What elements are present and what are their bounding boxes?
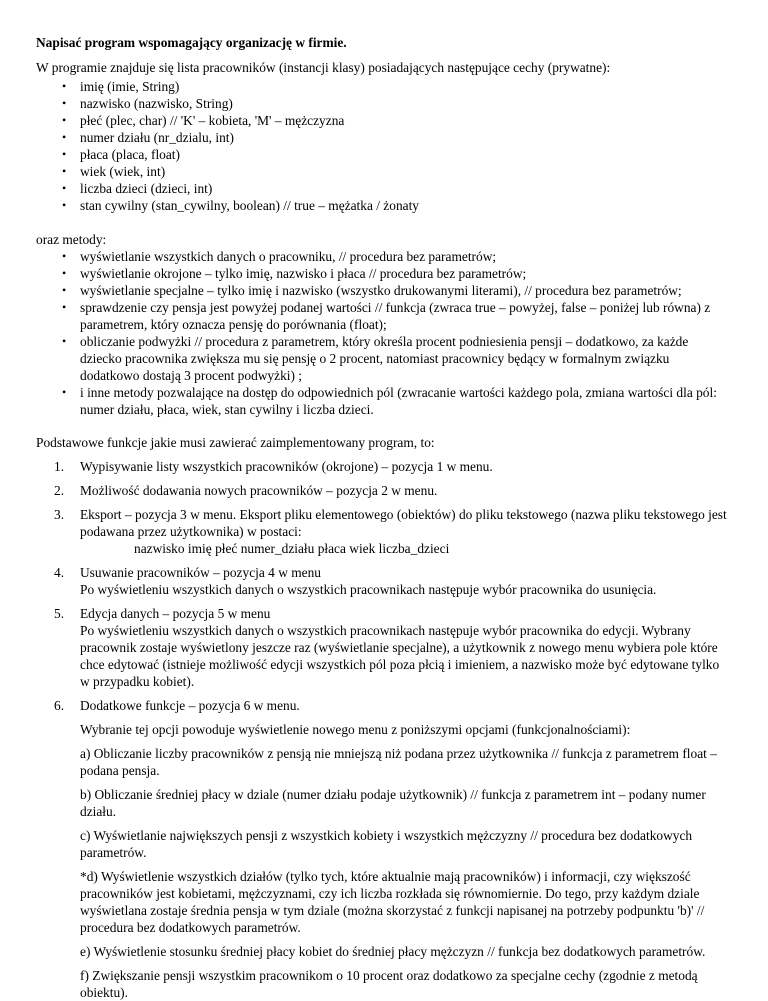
bullet-icon: • (62, 266, 67, 280)
list-item: • obliczanie podwyżki // procedura z parametrem, który określa procent podniesienia pensji – dodatkowo, za każde dziecko pracownika zwiększa mu się pensję o 2 procent, natomiast pracownicy będący w formalnym związku dodatkowo dostają 3 procent podwyżki) ; (62, 334, 689, 383)
export-format: nazwisko imię płeć numer_działu płaca wiek liczba_dzieci (134, 541, 450, 556)
bullet-icon: • (62, 96, 67, 110)
option-d: *d) Wyświetlenie wszystkich działów (tylko tych, które aktualnie mają pracowników) i informacji, czy większość pracowników jest kobietami, mężczyznami, czy ich liczba rozkłada się równomiernie. Do tego, przy każdym dziale wyświetlana zostaje średnia pensja w tym dziale (można skorzystać z funkcji napisanej na potrzeby podpunktu 'b)' // procedura bez dodatkowych parametrów. (80, 869, 705, 935)
list-item: • nazwisko (nazwisko, String) (62, 96, 233, 111)
list-item: • wyświetlanie wszystkich danych o pracowniku, // procedura bez parametrów; (62, 249, 497, 264)
list-item: • numer działu (nr_dzialu, int) (62, 130, 234, 145)
option-e: e) Wyświetlenie stosunku średniej płacy kobiet do średniej płacy mężczyzn // funkcja bez dodatkowych parametrów. (80, 944, 706, 959)
bullet-icon: • (62, 79, 67, 93)
list-item: • stan cywilny (stan_cywilny, boolean) // true – mężatka / żonaty (62, 198, 420, 213)
bullet-icon: • (62, 385, 67, 399)
list-item: • liczba dzieci (dzieci, int) (62, 181, 213, 196)
option-a: a) Obliczanie liczby pracowników z pensją nie mniejszą niż podana przez użytkownika // funkcja z parametrem float – podana pensja. (80, 746, 717, 778)
list-item: • i inne metody pozwalające na dostęp do odpowiednich pól (zwracanie wartości każdego pola, zmiana wartości dla pól: numer działu, płaca, wiek, stan cywilny i liczba dzieci. (62, 385, 717, 417)
methods-intro: oraz metody: (36, 232, 107, 247)
bullet-icon: • (62, 283, 67, 297)
option-f: f) Zwiększanie pensji wszystkim pracownikom o 10 procent oraz dodatkowo za specjalne cechy (zgodnie z metodą obiektu). (80, 968, 698, 1000)
list-item: 1. Wypisywanie listy wszystkich pracowników (okrojone) – pozycja 1 w menu. (54, 459, 493, 474)
bullet-icon: • (62, 164, 67, 178)
bullet-icon: • (62, 198, 67, 212)
list-item: • wyświetlanie specjalne – tylko imię i nazwisko (wszystko drukowanymi literami), // procedura bez parametrów; (62, 283, 682, 298)
list-item: 4. Usuwanie pracowników – pozycja 4 w menu Po wyświetleniu wszystkich danych o wszystkich pracownikach następuje wybór pracownika do usunięcia. (54, 565, 657, 597)
option-c: c) Wyświetlanie największych pensji z wszystkich kobiety i wszystkich mężczyzny // procedura bez dodatkowych parametrów. (80, 828, 693, 860)
fields-intro: W programie znajduje się lista pracowników (instancji klasy) posiadających następujące cechy (prywatne): (36, 60, 611, 75)
list-item: • sprawdzenie czy pensja jest powyżej podanej wartości // funkcja (zwraca true – powyżej, false – poniżej lub równa) z parametrem, który oznacza pensję do porównania (float); (62, 300, 711, 332)
list-item: 5. Edycja danych – pozycja 5 w menu Po wyświetleniu wszystkich danych o wszystkich pracownikach następuje wybór pracownika do edycji. Wybrany pracownik zostaje wyświetlony jeszcze raz (wyświetlanie specjalne), a użytkownik z nowego menu wybiera pole które chce edytować (istnieje możliwość edycji wszystkich pól poza płcią i imieniem, a nazwisko może być edytowane tylko w przypadku kobiet). (54, 606, 720, 689)
list-item: • płaca (placa, float) (62, 147, 180, 162)
list-item: • wyświetlanie okrojone – tylko imię, nazwisko i płaca // procedura bez parametrów; (62, 266, 527, 281)
fields-list (36, 78, 732, 214)
list-item: 3. Eksport – pozycja 3 w menu. Eksport pliku elementowego (obiektów) do pliku tekstowego (nazwa pliku tekstowego jest podawana przez użytkownika) w postaci: nazwisko imię płeć numer_działu płaca wiek liczba_dzieci (36, 506, 732, 557)
bullet-icon: • (62, 300, 67, 314)
bullet-icon: • (62, 249, 67, 263)
list-item: 6. Dodatkowe funkcje – pozycja 6 w menu. Wybranie tej opcji powoduje wyświetlenie nowego menu z poniższymi opcjami (funkcjonalnościami): a) Obliczanie liczby pracowników z pensją nie mniejszą niż podana przez użytkownika // funkcja z parametrem float – podana pensja. b) Obliczanie średniej płacy w dziale (numer działu podaje użytkownik) // funkcja z parametrem int – podany numer działu. c) Wyświetlanie największych pensji z wszystkich kobiety i wszystkich mężczyzny // procedura bez dodatkowych parametrów. *d) Wyświetlenie wszystkich działów (tylko tych, które aktualnie mają pracowników) i informacji, czy większość pracowników jest kobietami, mężczyznami, czy ich liczba rozkłada się równomiernie. Do tego, przy każdym dziale wyświetlana zostaje średnia pensja w tym dziale (można skorzystać z funkcji napisanej na potrzeby podpunktu 'b)' // procedura bez dodatkowych parametrów. e) Wyświetlenie stosunku średniej płacy kobiet do średniej płacy mężczyzn // funkcja bez dodatkowych parametrów. f) Zwiększanie pensji wszystkim pracownikom o 10 procent oraz dodatkowo za specjalne cechy (zgodnie z metodą obiektu). (36, 697, 732, 1001)
list-item: 2. Możliwość dodawania nowych pracowników – pozycja 2 w menu. (54, 483, 438, 498)
bullet-icon: • (62, 181, 67, 195)
list-item: • wiek (wiek, int) (62, 164, 166, 179)
document-title: Napisać program wspomagający organizację w firmie. (36, 35, 347, 50)
methods-list (36, 248, 732, 418)
option-b: b) Obliczanie średniej płacy w dziale (numer działu podaje użytkownik) // funkcja z parametrem int – podany numer działu. (80, 787, 706, 819)
bullet-icon: • (62, 130, 67, 144)
functions-intro: Podstawowe funkcje jakie musi zawierać zaimplementowany program, to: (36, 435, 435, 450)
bullet-icon: • (62, 334, 67, 348)
functions-list (36, 458, 732, 1001)
list-item: • imię (imie, String) (62, 79, 180, 94)
list-item: • płeć (plec, char) // 'K' – kobieta, 'M' – mężczyzna (62, 113, 345, 128)
bullet-icon: • (62, 113, 67, 127)
bullet-icon: • (62, 147, 67, 161)
